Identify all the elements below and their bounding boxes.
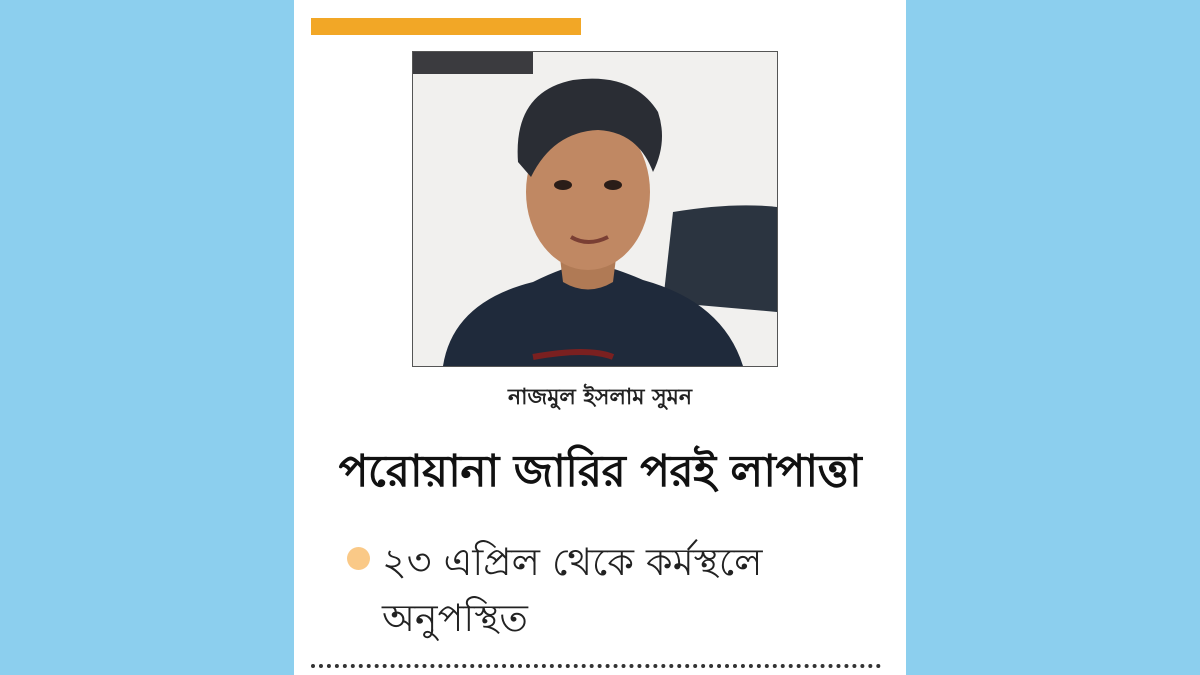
- bullet-dot: [347, 547, 370, 570]
- photo-caption: নাজমুল ইসলাম সুমন: [508, 385, 692, 410]
- portrait-photo: [412, 51, 778, 367]
- dotted-divider: [311, 664, 881, 668]
- news-card: [294, 0, 906, 675]
- headline: পরোয়ানা জারির পরই লাপাত্তা: [338, 446, 862, 497]
- accent-bar: [311, 18, 581, 35]
- bullet-text: ২৩ এপ্রিল থেকে কর্মস্থলে অনুপস্থিত: [382, 540, 763, 640]
